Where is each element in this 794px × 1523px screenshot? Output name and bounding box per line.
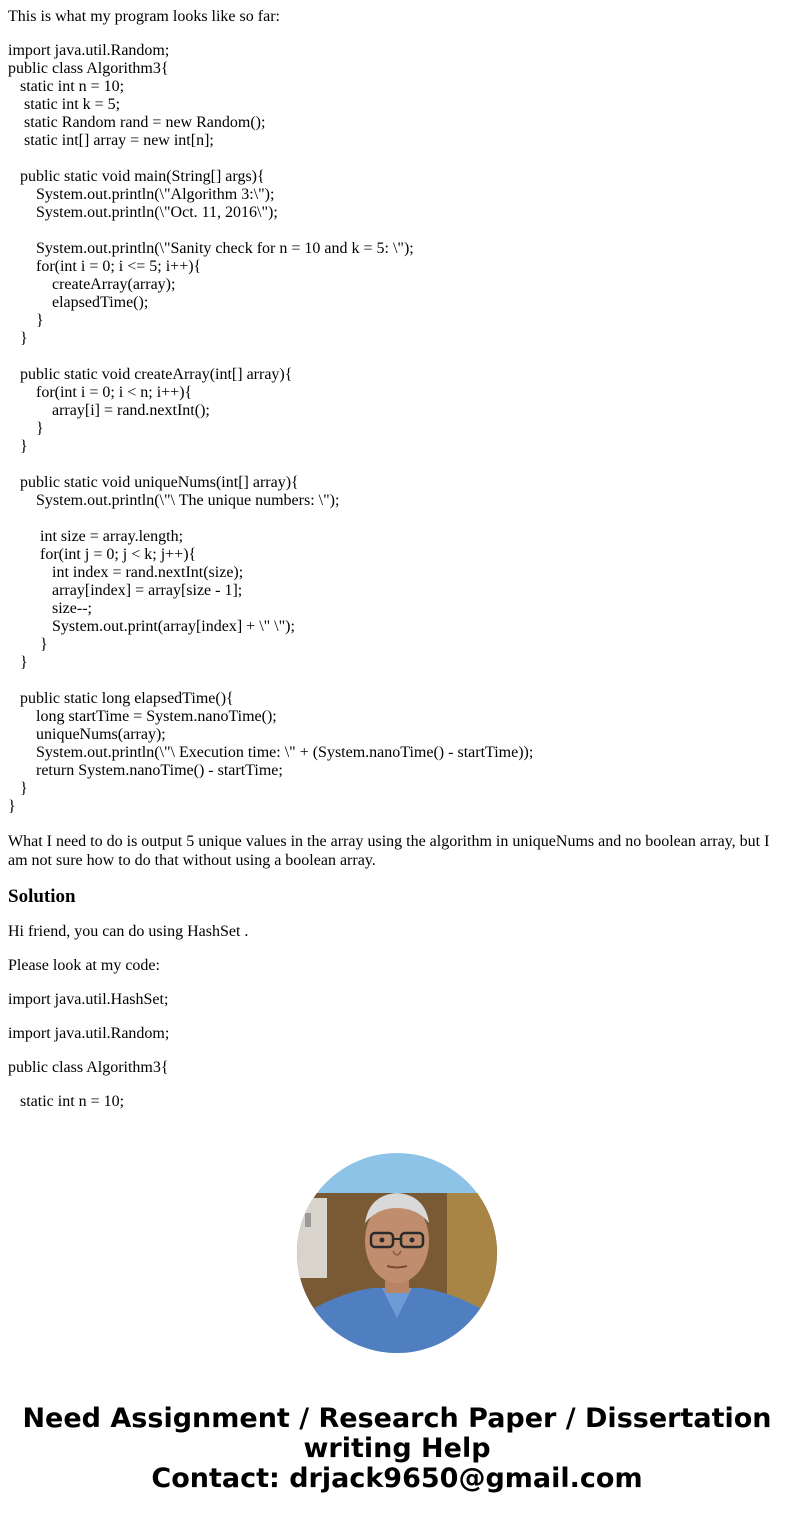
code-line [8,222,786,240]
code-line: System.out.println(\"\ Execution time: \" + (System.nanoTime() - startTime)); [8,744,534,761]
question-intro: This is what my program looks like so far: [8,8,280,25]
code-line: return System.nanoTime() - startTime; [8,762,283,779]
banner-line-1: Need Assignment / Research Paper / Dissertation [22,1403,772,1434]
code-line: for(int i = 0; i <= 5; i++){ [8,258,202,275]
code-line: array[index] = array[size - 1]; [8,582,243,599]
avatar-photo [297,1153,497,1353]
code-line: uniqueNums(array); [8,726,166,743]
code-line: System.out.println(\"Sanity check for n = 10 and k = 5: \"); [8,240,414,257]
code-line: } [8,798,16,815]
code-line: public static long elapsedTime(){ [8,690,234,707]
solution-body [8,922,786,1111]
code-line: } [8,780,28,797]
code-line [8,456,786,474]
code-line: public static void createArray(int[] array){ [8,366,293,383]
solution-heading: Solution [8,886,76,907]
solution-paragraph: import java.util.HashSet; [8,991,169,1008]
solution-paragraph: static int n = 10; [8,1093,125,1110]
banner-line-3: Contact: drjack9650@gmail.com [151,1463,643,1494]
solution-paragraph: Hi friend, you can do using HashSet . [8,923,249,940]
code-line: } [8,636,48,653]
question-outro: What I need to do is output 5 unique values in the array using the algorithm in uniqueNums and no boolean array, but I am not sure how to do that without using a boolean array. [8,833,770,869]
code-line: public static void main(String[] args){ [8,168,265,185]
question-code-block [8,42,786,816]
solution-paragraph: public class Algorithm3{ [8,1059,169,1076]
code-line: } [8,330,28,347]
code-line: System.out.println(\"\ The unique numbers: \"); [8,492,340,509]
code-line: createArray(array); [8,276,176,293]
code-line: } [8,420,44,437]
document-body [8,7,786,1126]
solution-paragraph: import java.util.Random; [8,1025,170,1042]
solution-paragraph: Please look at my code: [8,957,160,974]
code-line: public static void uniqueNums(int[] array){ [8,474,299,491]
code-line: } [8,438,28,455]
code-line: int index = rand.nextInt(size); [8,564,244,581]
code-line: long startTime = System.nanoTime(); [8,708,277,725]
code-line: import java.util.Random; [8,42,170,59]
code-line: } [8,654,28,671]
code-line: static int n = 10; [8,78,125,95]
code-line: static int[] array = new int[n]; [8,132,214,149]
code-line: int size = array.length; [8,528,184,545]
code-line [8,348,786,366]
code-line: for(int i = 0; i < n; i++){ [8,384,193,401]
code-line: } [8,312,44,329]
code-line [8,510,786,528]
code-line: elapsedTime(); [8,294,149,311]
code-line [8,150,786,168]
code-line: System.out.println(\"Algorithm 3:\"); [8,186,275,203]
code-line: static Random rand = new Random(); [8,114,266,131]
code-line: size--; [8,600,92,617]
code-line: System.out.println(\"Oct. 11, 2016\"); [8,204,278,221]
author-avatar [297,1153,497,1353]
banner-line-2: writing Help [303,1433,491,1464]
code-line [8,672,786,690]
code-line: public class Algorithm3{ [8,60,169,77]
contact-banner [0,1404,794,1494]
code-line: for(int j = 0; j < k; j++){ [8,546,197,563]
code-line: System.out.print(array[index] + \" \"); [8,618,295,635]
code-line: static int k = 5; [8,96,121,113]
code-line: array[i] = rand.nextInt(); [8,402,210,419]
